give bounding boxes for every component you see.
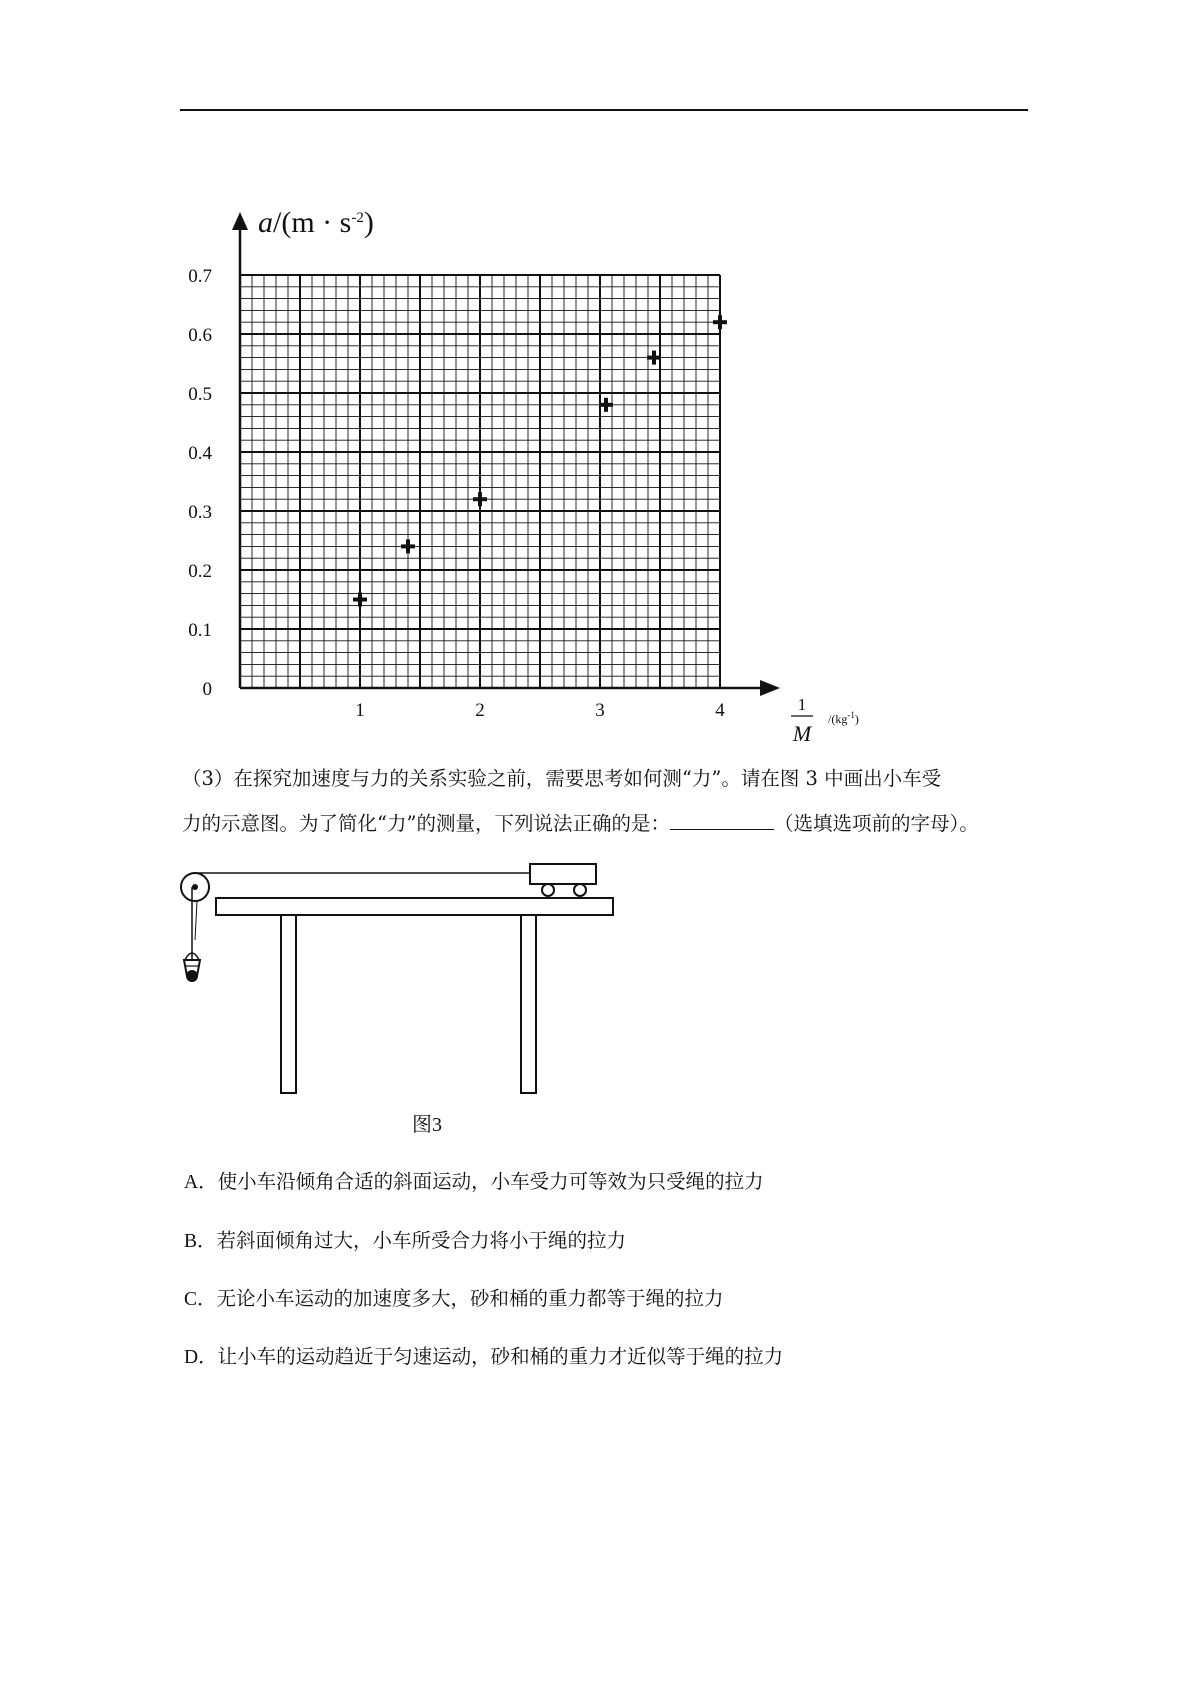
x-tick-label: 2	[475, 700, 485, 721]
cart-wheel-right	[574, 884, 586, 896]
option-c-text: 无论小车运动的加速度多大，砂和桶的重力都等于绳的拉力	[216, 1287, 724, 1310]
x-axis-label-numerator: 1	[797, 695, 807, 714]
table-leg-left	[281, 915, 296, 1093]
cart-wheel-left	[542, 884, 554, 896]
option-b[interactable]	[184, 1225, 626, 1253]
data-point-5	[647, 351, 661, 365]
figure-3-apparatus-diagram	[180, 852, 640, 1102]
question-line-2	[182, 809, 979, 839]
data-point-3	[473, 492, 487, 506]
option-c[interactable]	[184, 1283, 724, 1311]
grid-layer	[240, 275, 720, 688]
y-tick-label: 0.2	[188, 561, 212, 582]
answer-blank	[670, 810, 774, 830]
y-tick-label: 0.3	[188, 502, 212, 523]
y-tick-label: 0.5	[188, 384, 212, 405]
option-d-letter: D．	[184, 1347, 218, 1368]
y-tick-label: 0.6	[188, 325, 212, 346]
option-b-letter: B．	[184, 1231, 217, 1252]
x-tick-label: 1	[355, 700, 365, 721]
y-axis-label: $a/(m \cdot s^{-2})$	[258, 206, 374, 239]
cart-body	[530, 864, 596, 884]
data-point-6	[713, 315, 727, 329]
figure-3-caption: 图3	[412, 1114, 442, 1136]
data-point-1	[353, 593, 367, 607]
table-leg-right	[521, 915, 536, 1093]
x-tick-label: 4	[715, 700, 725, 721]
axes-layer	[232, 212, 780, 696]
option-d-text: 让小车的运动趋近于匀速运动，砂和桶的重力才近似等于绳的拉力	[217, 1345, 784, 1368]
y-tick-label: 0	[202, 679, 212, 700]
question-line-2-end: （选填选项前的字母）。	[773, 812, 979, 835]
sand	[186, 970, 198, 982]
option-a-text: 使小车沿倾角合适的斜面运动，小车受力可等效为只受绳的拉力	[217, 1170, 764, 1193]
question-line-1: （3）在探究加速度与力的关系实验之前，需要思考如何测“力”。请在图 3 中画出小车受	[182, 767, 942, 790]
y-tick-label: 0.1	[188, 620, 212, 641]
option-a[interactable]	[184, 1166, 764, 1194]
option-c-letter: C．	[184, 1289, 217, 1310]
y-axis-arrow	[232, 212, 248, 230]
option-b-text: 若斜面倾角过大，小车所受合力将小于绳的拉力	[216, 1229, 627, 1252]
table-top	[216, 898, 613, 915]
y-tick-label: 0.4	[188, 443, 212, 464]
rope-vertical-2	[195, 901, 197, 940]
x-axis-label-denominator: M	[792, 721, 812, 746]
x-tick-label: 3	[595, 700, 605, 721]
pulley-axle	[192, 884, 198, 890]
acceleration-vs-inverse-mass-chart	[180, 200, 900, 750]
header-rule	[180, 109, 1028, 111]
x-axis-label-unit: $/(kg^{-1})$	[828, 710, 859, 726]
y-tick-label: 0.7	[188, 266, 212, 287]
question-line-2-start: 力的示意图。为了简化“力”的测量，下列说法正确的是：	[182, 812, 670, 835]
option-d[interactable]	[184, 1341, 783, 1369]
data-point-4	[599, 398, 613, 412]
x-axis-arrow	[760, 680, 780, 696]
option-a-letter: A．	[184, 1172, 218, 1193]
data-point-2	[401, 539, 415, 553]
